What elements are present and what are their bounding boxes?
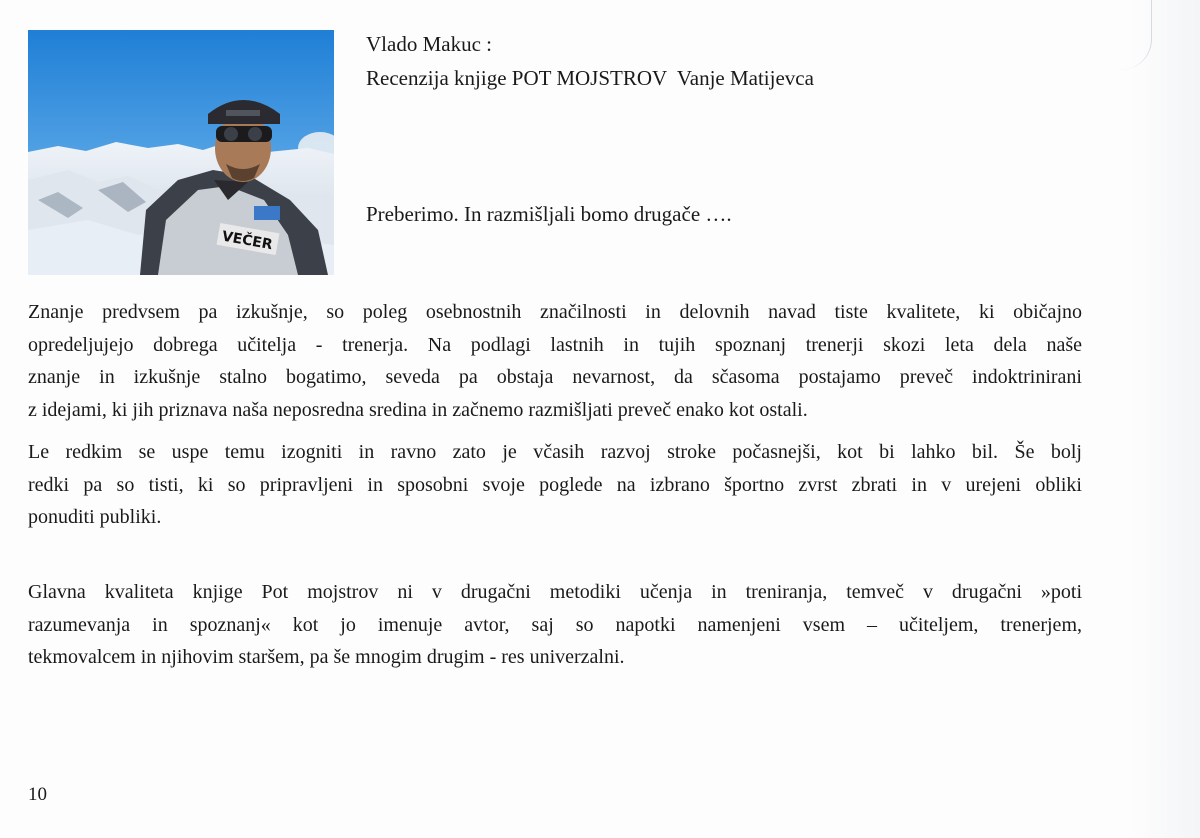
text-line: z idejami, ki jih priznava naša neposredna sredina in začnemo razmišljati preveč enako kot ostali.	[28, 398, 808, 421]
jacket-text: VEČER	[220, 228, 274, 254]
text-line: Znanje predvsem pa izkušnje, so poleg osebnostnih značilnosti in delovnih navad tiste kvalitete, ki običajno	[28, 301, 1082, 323]
text-line: ponuditi publiki.	[28, 506, 162, 529]
text-line: znanje in izkušnje stalno bogatimo, seveda pa obstaja nevarnost, da sčasoma postajamo preveč indoktrinirani	[28, 366, 1082, 389]
text-line: redki pa so tisti, ki so pripravljeni in sposobni svoje poglede na izbrano športno zvrst zbrati in v urejeni obliki	[28, 473, 1082, 496]
text-line: razumevanja in spoznanj« kot jo imenuje avtor, saj so napotki namenjeni vsem – učiteljem, trenerjem,	[28, 613, 1082, 636]
text-line: tekmovalcem in njihovim staršem, pa še mnogim drugim - res univerzalni.	[28, 646, 625, 669]
author-photo	[28, 30, 334, 275]
page-number: 10	[28, 784, 47, 805]
text-line: Glavna kvaliteta knjige Pot mojstrov ni v drugačni metodiki učenja in treniranja, temveč v drugačni »poti	[28, 581, 1082, 603]
text-line: opredeljujejo dobrega učitelja - trenerja. Na podlagi lastnih in tujih spoznanj trenerji skozi leta dela naše	[28, 333, 1082, 356]
text-line: Le redkim se uspe temu izogniti in ravno zato je včasih razvoj stroke počasnejši, kot bi lahko bil. Še bolj	[28, 441, 1082, 463]
paragraph-2	[28, 436, 1082, 534]
page-edge-shadow	[1130, 0, 1200, 838]
lead-sentence: Preberimo. In razmišljali bomo drugače ….	[366, 202, 732, 226]
author-name: Vlado Makuc :	[366, 32, 492, 56]
review-title: Recenzija knjige POT MOJSTROV Vanje Matijevca	[366, 66, 814, 90]
paragraph-3	[28, 576, 1082, 674]
paragraph-1	[28, 296, 1082, 426]
